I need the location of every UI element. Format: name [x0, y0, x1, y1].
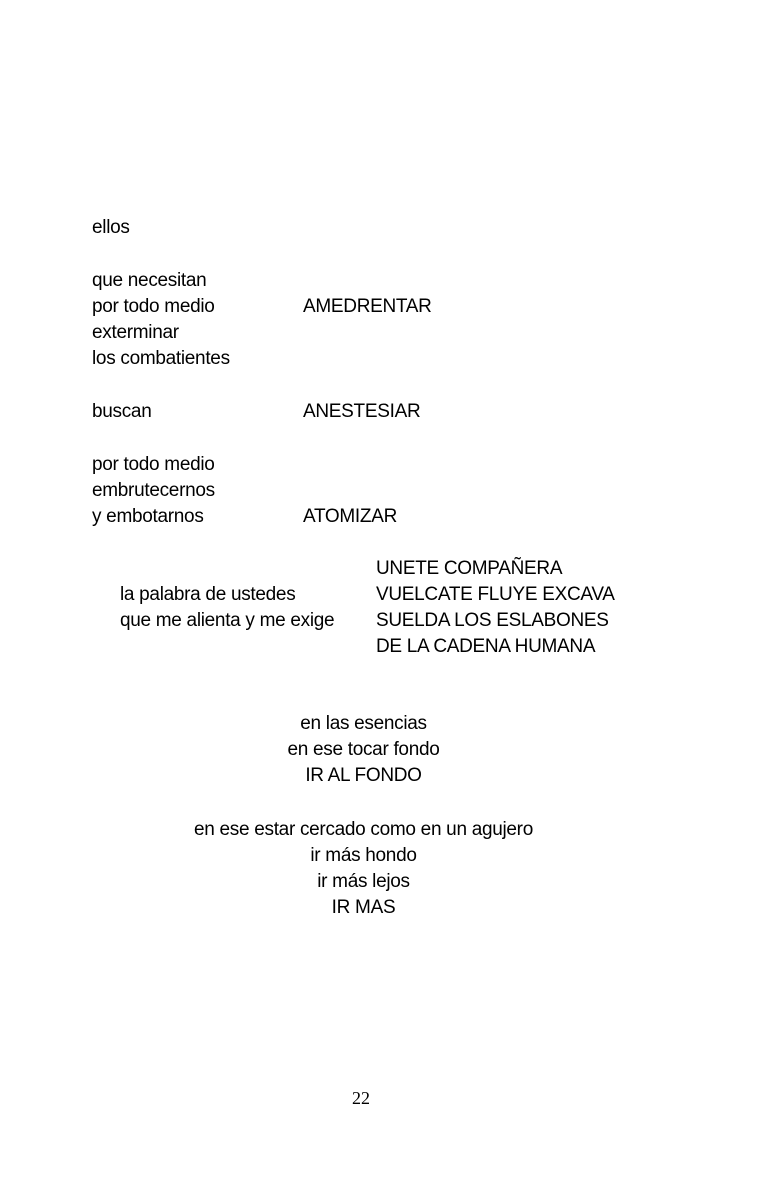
page-number: 22: [352, 1088, 370, 1108]
poem-line-que-necesitan: que necesitan: [92, 270, 207, 291]
poem-line-por-todo-medio-2: por todo medio: [92, 454, 215, 475]
poem-line-ir-mas: IR MAS: [331, 897, 396, 918]
poem-line-y-embotarnos: y embotarnos: [92, 506, 204, 527]
poem-line-vuelcate: VUELCATE FLUYE EXCAVA: [376, 584, 615, 605]
poem-line-ellos: ellos: [92, 217, 130, 238]
poem-line-que-me-alienta: que me alienta y me exige: [120, 610, 335, 631]
poem-line-atomizar: ATOMIZAR: [303, 506, 398, 527]
poem-line-por-todo-medio-1: por todo medio: [92, 296, 215, 317]
poem-line-ir-al-fondo: IR AL FONDO: [305, 765, 422, 786]
poem-line-ir-mas-hondo: ir más hondo: [310, 845, 417, 866]
poem-line-anestesiar: ANESTESIAR: [303, 401, 421, 422]
poem-line-buscan: buscan: [92, 401, 152, 422]
poem-line-exterminar: exterminar: [92, 322, 179, 343]
poem-line-cadena-humana: DE LA CADENA HUMANA: [376, 636, 596, 657]
poem-line-estar-cercado: en ese estar cercado como en un agujero: [194, 819, 533, 840]
poem-line-la-palabra: la palabra de ustedes: [120, 584, 296, 605]
poem-line-embrutecernos: embrutecernos: [92, 480, 215, 501]
poem-line-suelda: SUELDA LOS ESLABONES: [376, 610, 609, 631]
poem-line-en-las-esencias: en las esencias: [300, 713, 427, 734]
poem-line-tocar-fondo: en ese tocar fondo: [287, 739, 440, 760]
poem-line-los-combatientes: los combatientes: [92, 348, 230, 369]
poem-line-amedrentar: AMEDRENTAR: [303, 296, 432, 317]
poem-line-ir-mas-lejos: ir más lejos: [317, 871, 410, 892]
poem-line-unete: UNETE COMPAÑERA: [376, 558, 563, 579]
